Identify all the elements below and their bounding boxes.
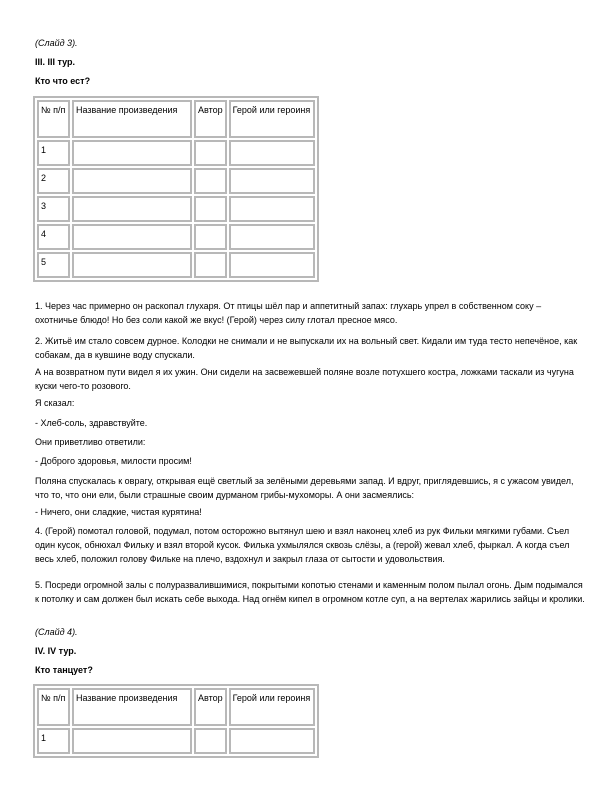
excerpt-1: 1. Через час примерно он раскопал глухаря. От птицы шёл пар и аппетитный запах: глухарь упрел в собственном соку – охотничье блюдо! Но без соли какой же вкус! (Герой) через силу глотал пресное мясо.	[35, 301, 542, 325]
excerpt-3-intro: А на возвратном пути видел я их ужин. Они сидели на засвежевшей поляне возле потухшего костра, ложками таскали из чугуна куски чего-то розового.	[35, 367, 574, 391]
row-hero-cell[interactable]	[229, 728, 315, 754]
row-author-cell[interactable]	[194, 252, 227, 278]
dialogue-line: Я сказал:	[35, 398, 75, 408]
dialogue-line: Они приветливо ответили:	[35, 437, 146, 447]
tour-3-table	[33, 96, 319, 282]
row-title-cell[interactable]	[72, 168, 192, 194]
table-row	[37, 252, 315, 278]
row-title-cell[interactable]	[72, 252, 192, 278]
table-row	[37, 140, 315, 166]
table-row	[37, 224, 315, 250]
table-row	[37, 728, 315, 754]
row-number: 5	[37, 252, 70, 278]
header-author: Автор	[194, 100, 227, 138]
table-header-row	[37, 100, 315, 138]
slide-4-label: (Слайд 4).	[35, 627, 78, 637]
row-number: 1	[37, 140, 70, 166]
header-author: Автор	[194, 688, 227, 726]
row-title-cell[interactable]	[72, 140, 192, 166]
row-author-cell[interactable]	[194, 728, 227, 754]
row-hero-cell[interactable]	[229, 196, 315, 222]
excerpt-5: 5. Посреди огромной залы с полуразвалившимися, покрытыми копотью стенами и каменным полом пылал огонь. Дым подымался к потолку и сам должен был искать себе выхода. Над огнём кипел в огромном котле суп, а на вертелах жарились зайцы и кролики.	[35, 580, 585, 604]
tour-3-question: Кто что ест?	[35, 76, 91, 86]
table-row	[37, 168, 315, 194]
header-number: № п/п	[37, 688, 70, 726]
row-number: 1	[37, 728, 70, 754]
dialogue-line: - Хлеб-соль, здравствуйте.	[35, 418, 148, 428]
table-row	[37, 196, 315, 222]
slide-3-label: (Слайд 3).	[35, 38, 78, 48]
row-hero-cell[interactable]	[229, 252, 315, 278]
header-title: Название произведения	[72, 688, 192, 726]
row-number: 3	[37, 196, 70, 222]
dialogue-line: - Ничего, они сладкие, чистая курятина!	[35, 507, 202, 517]
excerpt-3-continued: Поляна спускалась к оврагу, открывая ещё светлый за зелёными деревьями запад. И вдруг, приглядевшись, я с ужасом увидел, что то, что они ели, были страшные своим дурманом грибы-мухоморы. А они засмеялись:	[35, 476, 574, 500]
row-title-cell[interactable]	[72, 224, 192, 250]
header-number: № п/п	[37, 100, 70, 138]
header-hero: Герой или героиня	[229, 100, 315, 138]
row-author-cell[interactable]	[194, 140, 227, 166]
header-title: Название произведения	[72, 100, 192, 138]
row-hero-cell[interactable]	[229, 224, 315, 250]
row-title-cell[interactable]	[72, 728, 192, 754]
tour-4-heading: IV. IV тур.	[35, 646, 77, 656]
tour-4-question: Кто танцует?	[35, 665, 93, 675]
row-number: 2	[37, 168, 70, 194]
row-number: 4	[37, 224, 70, 250]
tour-4-table	[33, 684, 319, 758]
excerpt-4: 4. (Герой) помотал головой, подумал, потом осторожно вытянул шею и взял наконец хлеб из рук Фильки мягкими губами. Съел один кусок, обнюхал Фильку и взял второй кусок. Филька ухмылялся сквозь слёзы, а (герой) жевал хлеб, фыркал. А когда съел весь хлеб, положил голову Фильке на плечо, вздохнул и закрыл глаза от сытости и удовольствия.	[35, 526, 570, 564]
dialogue-line: - Доброго здоровья, милости просим!	[35, 456, 192, 466]
tour-3-heading: III. III тур.	[35, 57, 76, 67]
table-header-row	[37, 688, 315, 726]
header-hero: Герой или героиня	[229, 688, 315, 726]
row-hero-cell[interactable]	[229, 140, 315, 166]
row-author-cell[interactable]	[194, 168, 227, 194]
row-hero-cell[interactable]	[229, 168, 315, 194]
excerpt-2: 2. Житьё им стало совсем дурное. Колодки не снимали и не выпускали их на вольный свет. Кидали им туда тесто непечёное, как собакам, да в кувшине воду спускали.	[35, 336, 578, 360]
row-author-cell[interactable]	[194, 224, 227, 250]
row-title-cell[interactable]	[72, 196, 192, 222]
row-author-cell[interactable]	[194, 196, 227, 222]
